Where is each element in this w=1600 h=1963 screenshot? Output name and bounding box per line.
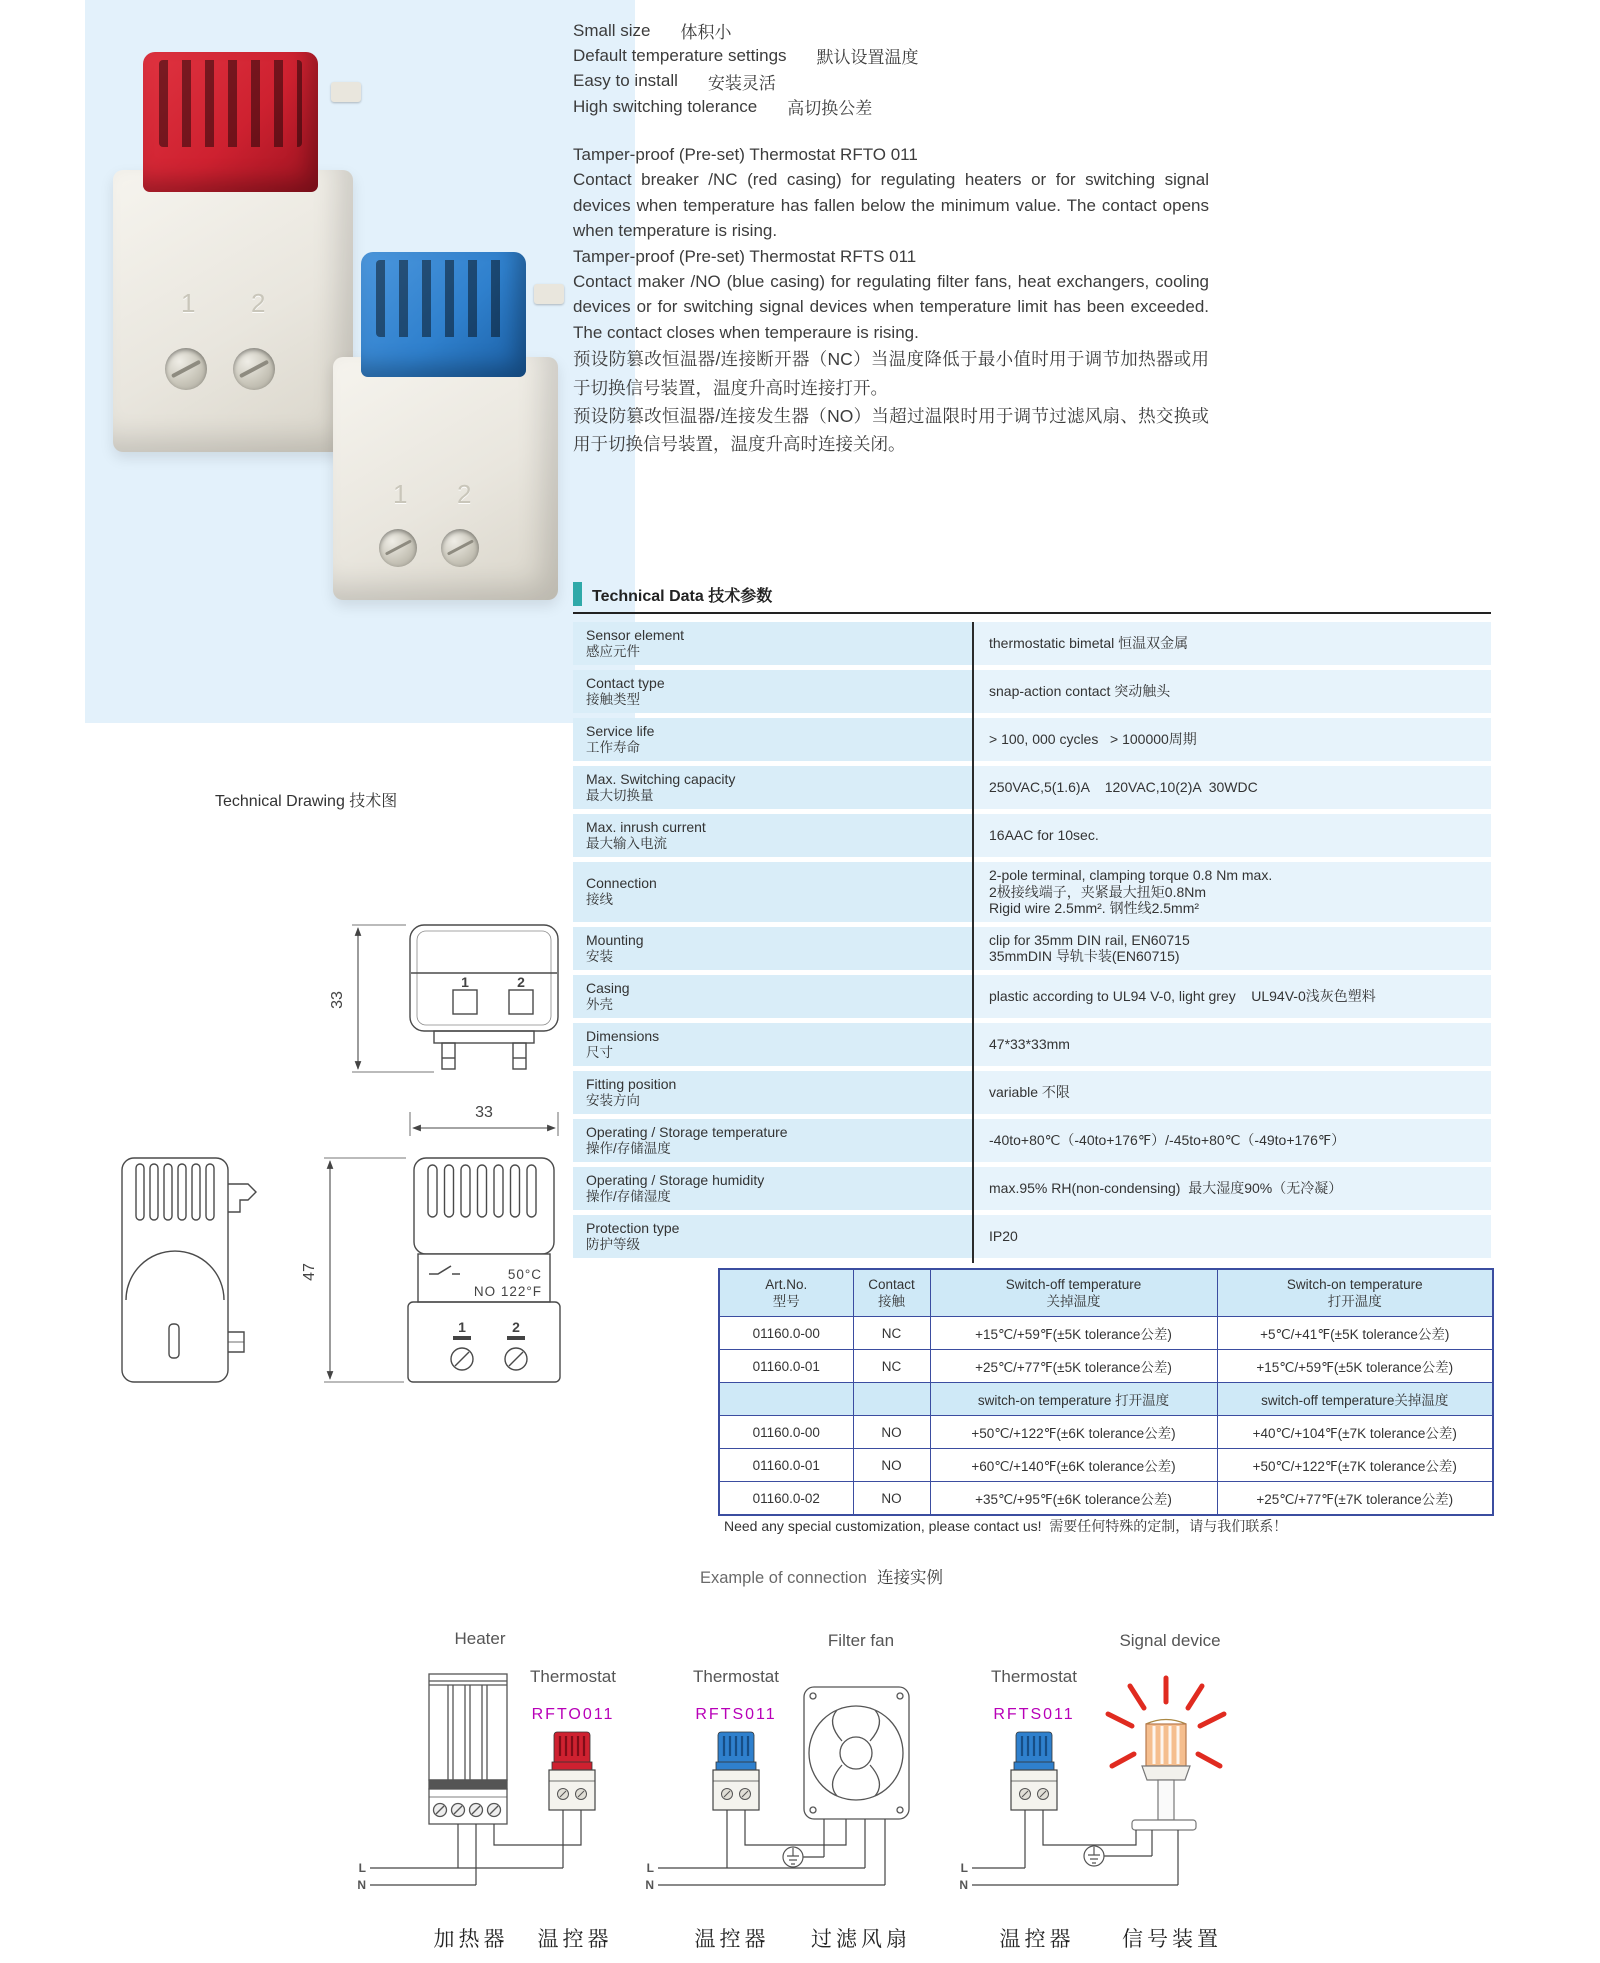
terminal-screw: [165, 348, 207, 390]
connection-title-en: Example of connection: [700, 1569, 867, 1587]
row-value: > 100, 000 cycles > 100000周期: [989, 731, 1197, 748]
feature-en: Default temperature settings: [573, 45, 787, 65]
model-label-rfts011: RFTS011: [993, 1706, 1075, 1723]
feature-cn: 体积小: [680, 23, 732, 43]
thermostat-icon-rfts: [1011, 1732, 1057, 1810]
rfts-title: Tamper-proof (Pre-set) Thermostat RFTS 011: [573, 246, 917, 266]
row-label-en: Contact type: [586, 675, 665, 691]
signal-device-label: Signal device: [1119, 1631, 1221, 1650]
row-label-cn: 防护等级: [586, 1236, 640, 1252]
fan-icon: [804, 1687, 909, 1819]
row-label-en: Operating / Storage humidity: [586, 1171, 765, 1188]
ground-icon: [783, 1847, 803, 1867]
thermostat-red-photo: [113, 52, 353, 452]
red-cap: [143, 52, 318, 192]
terminal-label: 1: [461, 974, 469, 990]
table-row: [719, 1482, 1493, 1516]
row-value: IP20: [989, 1227, 1018, 1244]
cell-switch-on: +5℃/+41℉(±5K tolerance公差): [1217, 1317, 1493, 1350]
blue-cap: [361, 252, 526, 377]
row-label-cn: 工作寿命: [586, 740, 640, 755]
table-row: [719, 1416, 1493, 1449]
dim-47-height: 47: [301, 1263, 318, 1281]
ground-icon: [1084, 1846, 1104, 1866]
row-label-en: Sensor element: [586, 627, 685, 643]
feature-item: [573, 18, 919, 43]
terminal-label: 1: [458, 1319, 466, 1335]
row-label-en: Fitting position: [586, 1075, 677, 1092]
row-label-cn: 接触类型: [586, 692, 640, 707]
cell-contact: NO: [853, 1482, 930, 1516]
thermostat-label-cn: 温控器: [694, 1927, 770, 1951]
table-row: [719, 1449, 1493, 1482]
row-label-en: Connection: [586, 875, 657, 892]
marking-50c: 50°C: [507, 1267, 542, 1282]
heater-label-cn: 加热器: [433, 1927, 509, 1951]
diagram-filter-fan: [645, 1631, 911, 1951]
table-row: [573, 1119, 1491, 1162]
cell-contact: NC: [853, 1350, 930, 1383]
row-value: Rigid wire 2.5mm². 钢性线2.5mm²: [989, 900, 1200, 916]
wire-n-label: N: [959, 1878, 968, 1892]
thermostat-blue-photo: [333, 252, 558, 602]
wire-n-label: N: [357, 1878, 366, 1892]
cell-artno: 01160.0-01: [719, 1449, 853, 1482]
connection-diagrams: [280, 1620, 1280, 1963]
table-subheader-row: [719, 1383, 1493, 1416]
row-value: clip for 35mm DIN rail, EN60715: [989, 931, 1190, 948]
thermostat-icon-rfto: [549, 1732, 595, 1810]
row-value: -40to+80℃（-40to+176℉）/-45to+80℃（-49to+176℉）: [989, 1131, 1346, 1148]
col-header-switch-on: Switch-on temperature 打开温度: [1217, 1269, 1493, 1317]
table-row: [719, 1350, 1493, 1383]
cell-switch-off-label: switch-off temperature关掉温度: [1217, 1383, 1493, 1416]
feature-item: [573, 43, 919, 68]
cell-switch-off: +50℃/+122℉(±6K tolerance公差): [930, 1416, 1217, 1449]
row-label-cn: 尺寸: [586, 1044, 613, 1060]
row-value: 2-pole terminal, clamping torque 0.8 Nm max.: [989, 867, 1273, 883]
terminal-number: 1: [393, 479, 408, 509]
terminal-screw: [441, 529, 479, 567]
row-label-cn: 最大切换量: [586, 788, 654, 803]
table-row: [719, 1317, 1493, 1350]
table-row: [573, 766, 1491, 809]
feature-en: High switching tolerance: [573, 96, 758, 116]
terminal-label: 2: [517, 974, 525, 990]
cell-switch-on: +25℃/+77℉(±7K tolerance公差): [1217, 1482, 1493, 1516]
description-block: [573, 142, 1209, 459]
latch-tab: [534, 284, 564, 304]
col-header-switch-off: Switch-off temperature 关掉温度: [930, 1269, 1217, 1317]
terminal-screw: [379, 529, 417, 567]
row-label-cn: 操作/存储温度: [586, 1140, 671, 1156]
thermostat-body: [113, 170, 353, 452]
table-header-row: [719, 1269, 1493, 1317]
model-label-rfts011: RFTS011: [695, 1706, 777, 1723]
thermostat-icon-rfts: [713, 1732, 759, 1810]
row-label-cn: 安装: [586, 948, 613, 964]
heater-label: Heater: [454, 1629, 506, 1648]
table-row: [573, 1023, 1491, 1066]
model-label-rfto011: RFTO011: [531, 1706, 615, 1723]
table-row: [573, 622, 1491, 665]
feature-item: [573, 94, 919, 119]
thermostat-body: [333, 357, 558, 600]
row-label-en: Max. Switching capacity: [586, 771, 736, 787]
connection-title: [700, 1564, 943, 1588]
technical-drawing-title: Technical Drawing 技术图: [215, 793, 398, 810]
terminal-screw: [233, 348, 275, 390]
feature-en: Easy to install: [573, 71, 678, 91]
latch-tab: [331, 82, 361, 102]
filter-fan-label-cn: 过滤风扇: [811, 1927, 911, 1951]
cell-contact: [853, 1383, 930, 1416]
row-value: 2极接线端子，夹紧最大扭矩0.8Nm: [989, 883, 1207, 900]
thermostat-label: Thermostat: [693, 1667, 779, 1686]
thermostat-label-cn: 温控器: [999, 1927, 1075, 1951]
table-row: [573, 1167, 1491, 1210]
wire-l-label: L: [646, 1861, 654, 1875]
wire-n-label: N: [645, 1878, 654, 1892]
table-divider: [972, 622, 974, 1263]
feature-item: [573, 69, 919, 94]
row-label-en: Operating / Storage temperature: [586, 1123, 788, 1140]
connection-title-cn: 连接实例: [876, 1569, 943, 1587]
feature-cn: 安装灵活: [707, 73, 776, 93]
terminal-number: 2: [251, 288, 266, 318]
technical-data-header: [573, 582, 1491, 614]
rfts-paragraph: Contact maker /NO (blue casing) for regulating filter fans, heat exchangers, cooling devices or for switching signal devices when temperature limit has been exceeded. The contact closes when temperaure is rising.: [573, 272, 1209, 342]
cn-paragraph-no: 预设防篡改恒温器/连接发生器（NO）当超过温限时用于调节过滤风扇、热交换或用于切换信号装置，温度升高时连接关闭。: [573, 406, 1209, 455]
cell-switch-off: +35℃/+95℉(±6K tolerance公差): [930, 1482, 1217, 1516]
row-value: variable 不限: [989, 1083, 1070, 1100]
cell-artno: 01160.0-00: [719, 1317, 853, 1350]
cell-switch-on-label: switch-on temperature 打开温度: [930, 1383, 1217, 1416]
heater-icon: [429, 1674, 507, 1824]
row-value: max.95% RH(non-condensing) 最大湿度90%（无冷凝）: [989, 1179, 1343, 1196]
row-label-en: Service life: [586, 723, 655, 739]
cell-artno: [719, 1383, 853, 1416]
cell-artno: 01160.0-02: [719, 1482, 853, 1516]
table-row: [573, 927, 1491, 970]
row-value: plastic according to UL94 V-0, light grey UL94V-0浅灰色塑料: [989, 987, 1376, 1004]
table-row: [573, 862, 1491, 922]
cn-paragraph-nc: 预设防篡改恒温器/连接断开器（NC）当温度降低于最小值时用于调节加热器或用于切换信号装置，温度升高时连接打开。: [573, 349, 1209, 398]
signal-device-label-cn: 信号装置: [1122, 1927, 1222, 1951]
thermostat-label: Thermostat: [530, 1667, 616, 1686]
rfto-paragraph: Contact breaker /NC (red casing) for regulating heaters or for switching signal devices when temperature has fallen below the minimum value. The contact opens when temperature is rising.: [573, 170, 1209, 241]
row-value: 250VAC,5(1.6)A 120VAC,10(2)A 30WDC: [989, 779, 1258, 796]
customization-note: Need any special customization, please contact us! 需要任何特殊的定制，请与我们联系！: [724, 1518, 1288, 1534]
row-label-en: Dimensions: [586, 1027, 660, 1044]
product-photo-panel: [85, 0, 635, 723]
technical-drawing: [90, 900, 570, 1400]
row-label-cn: 安装方向: [586, 1092, 640, 1108]
cell-switch-off: +15℃/+59℉(±5K tolerance公差): [930, 1317, 1217, 1350]
cell-artno: 01160.0-00: [719, 1416, 853, 1449]
wire-l-label: L: [960, 1861, 968, 1875]
feature-cn: 高切换公差: [787, 99, 873, 119]
table-row: [573, 670, 1491, 713]
article-table: [718, 1268, 1494, 1516]
diagram-signal-device: [959, 1631, 1224, 1951]
marking-no122f: NO 122°F: [473, 1284, 542, 1299]
row-value: 47*33*33mm: [989, 1035, 1070, 1052]
row-value: snap-action contact 突动触头: [989, 683, 1171, 700]
cell-switch-on: +40℃/+104℉(±7K tolerance公差): [1217, 1416, 1493, 1449]
terminal-label: 2: [512, 1319, 520, 1335]
dim-33-top: 33: [329, 991, 346, 1009]
technical-data-table: [573, 622, 1491, 1263]
terminal-number: 1: [181, 288, 196, 318]
table-row: [573, 1215, 1491, 1258]
cell-switch-on: +15℃/+59℉(±5K tolerance公差): [1217, 1350, 1493, 1383]
cell-switch-off: +60℃/+140℉(±6K tolerance公差): [930, 1449, 1217, 1482]
col-header-contact: Contact 接触: [853, 1269, 930, 1317]
cell-contact: NO: [853, 1449, 930, 1482]
table-row: [573, 975, 1491, 1018]
row-value: thermostatic bimetal 恒温双金属: [989, 635, 1189, 652]
accent-bar: [573, 582, 582, 606]
row-label-en: Mounting: [586, 931, 644, 948]
row-label-cn: 最大输入电流: [586, 836, 667, 851]
cell-artno: 01160.0-01: [719, 1350, 853, 1383]
row-label-cn: 感应元件: [586, 644, 640, 659]
table-row: [573, 718, 1491, 761]
col-header-artno: Art.No. 型号: [719, 1269, 853, 1317]
table-row: [573, 1071, 1491, 1114]
dim-33-width: 33: [475, 1104, 493, 1121]
feature-en: Small size: [573, 20, 651, 40]
row-value: 16AAC for 10sec.: [989, 827, 1099, 844]
row-label-en: Casing: [586, 979, 630, 996]
cell-contact: NO: [853, 1416, 930, 1449]
feature-cn: 默认设置温度: [816, 48, 919, 68]
table-row: [573, 814, 1491, 857]
diagram-heater: [357, 1629, 616, 1951]
filter-fan-label: Filter fan: [827, 1631, 895, 1650]
side-view-drawing: [122, 1158, 256, 1382]
thermostat-label: Thermostat: [991, 1667, 1077, 1686]
wire-l-label: L: [358, 1861, 366, 1875]
row-label-en: Protection type: [586, 1219, 680, 1236]
technical-data-title: Technical Data 技术参数: [592, 587, 773, 605]
terminal-number: 2: [457, 479, 472, 509]
top-view-drawing: [352, 925, 558, 1072]
row-label-cn: 接线: [586, 892, 613, 908]
feature-list: [573, 18, 919, 119]
thermostat-label-cn: 温控器: [537, 1927, 613, 1951]
signal-lamp-icon: [1132, 1720, 1196, 1831]
cell-switch-on: +50℃/+122℉(±7K tolerance公差): [1217, 1449, 1493, 1482]
rfto-title: Tamper-proof (Pre-set) Thermostat RFTO 011: [573, 145, 918, 164]
row-value: 35mmDIN 导轨卡装(EN60715): [989, 948, 1180, 964]
wiring: [658, 1810, 885, 1885]
cell-switch-off: +25℃/+77℉(±5K tolerance公差): [930, 1350, 1217, 1383]
cell-contact: NC: [853, 1317, 930, 1350]
row-label-cn: 外壳: [586, 996, 613, 1012]
row-label-en: Max. inrush current: [586, 819, 706, 835]
row-label-cn: 操作/存储湿度: [586, 1188, 671, 1204]
